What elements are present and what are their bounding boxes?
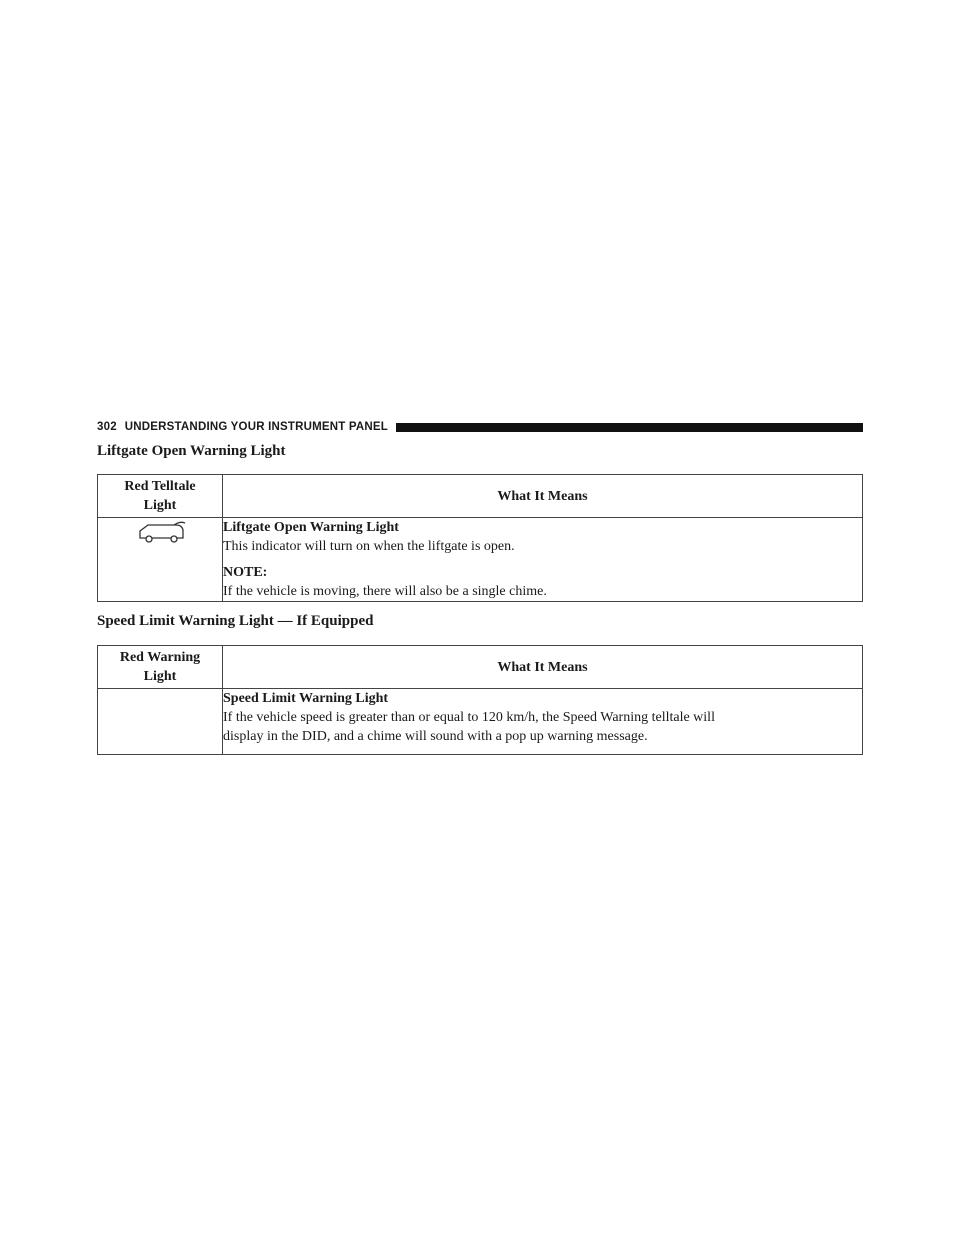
warning-icon-cell	[98, 689, 223, 755]
speed-limit-telltale-table	[97, 645, 863, 755]
item-description-line-1: If the vehicle speed is greater than or equal to 120 km/h, the Speed Warning telltale will	[223, 710, 715, 725]
table-header-row	[98, 646, 863, 689]
item-description: This indicator will turn on when the liftgate is open.	[223, 539, 515, 554]
item-description-line-2: display in the DID, and a chime will sound with a pop up warning message.	[223, 729, 648, 744]
meaning-cell	[223, 518, 863, 602]
note-text: If the vehicle is moving, there will also be a single chime.	[223, 584, 547, 599]
column-header-telltale: Red Telltale Light	[98, 475, 223, 518]
section-title-liftgate: Liftgate Open Warning Light	[97, 443, 286, 459]
column-header-warning: Red Warning Light	[98, 646, 223, 689]
column-header-meaning: What It Means	[223, 646, 863, 689]
table-row	[98, 689, 863, 755]
table-row	[98, 518, 863, 602]
column-header-meaning: What It Means	[223, 475, 863, 518]
telltale-icon-cell	[98, 518, 223, 602]
note-label: NOTE:	[223, 565, 268, 580]
section-title-speed-limit: Speed Limit Warning Light — If Equipped	[97, 613, 374, 629]
page-number: 302	[97, 421, 117, 433]
table-header-row	[98, 475, 863, 518]
running-header	[97, 420, 863, 434]
meaning-cell	[223, 689, 863, 755]
item-title: Speed Limit Warning Light	[223, 691, 389, 706]
chapter-title: UNDERSTANDING YOUR INSTRUMENT PANEL	[124, 421, 388, 433]
liftgate-open-icon	[130, 535, 190, 550]
liftgate-telltale-table	[97, 474, 863, 602]
item-title: Liftgate Open Warning Light	[223, 520, 399, 535]
header-rule	[396, 423, 863, 432]
